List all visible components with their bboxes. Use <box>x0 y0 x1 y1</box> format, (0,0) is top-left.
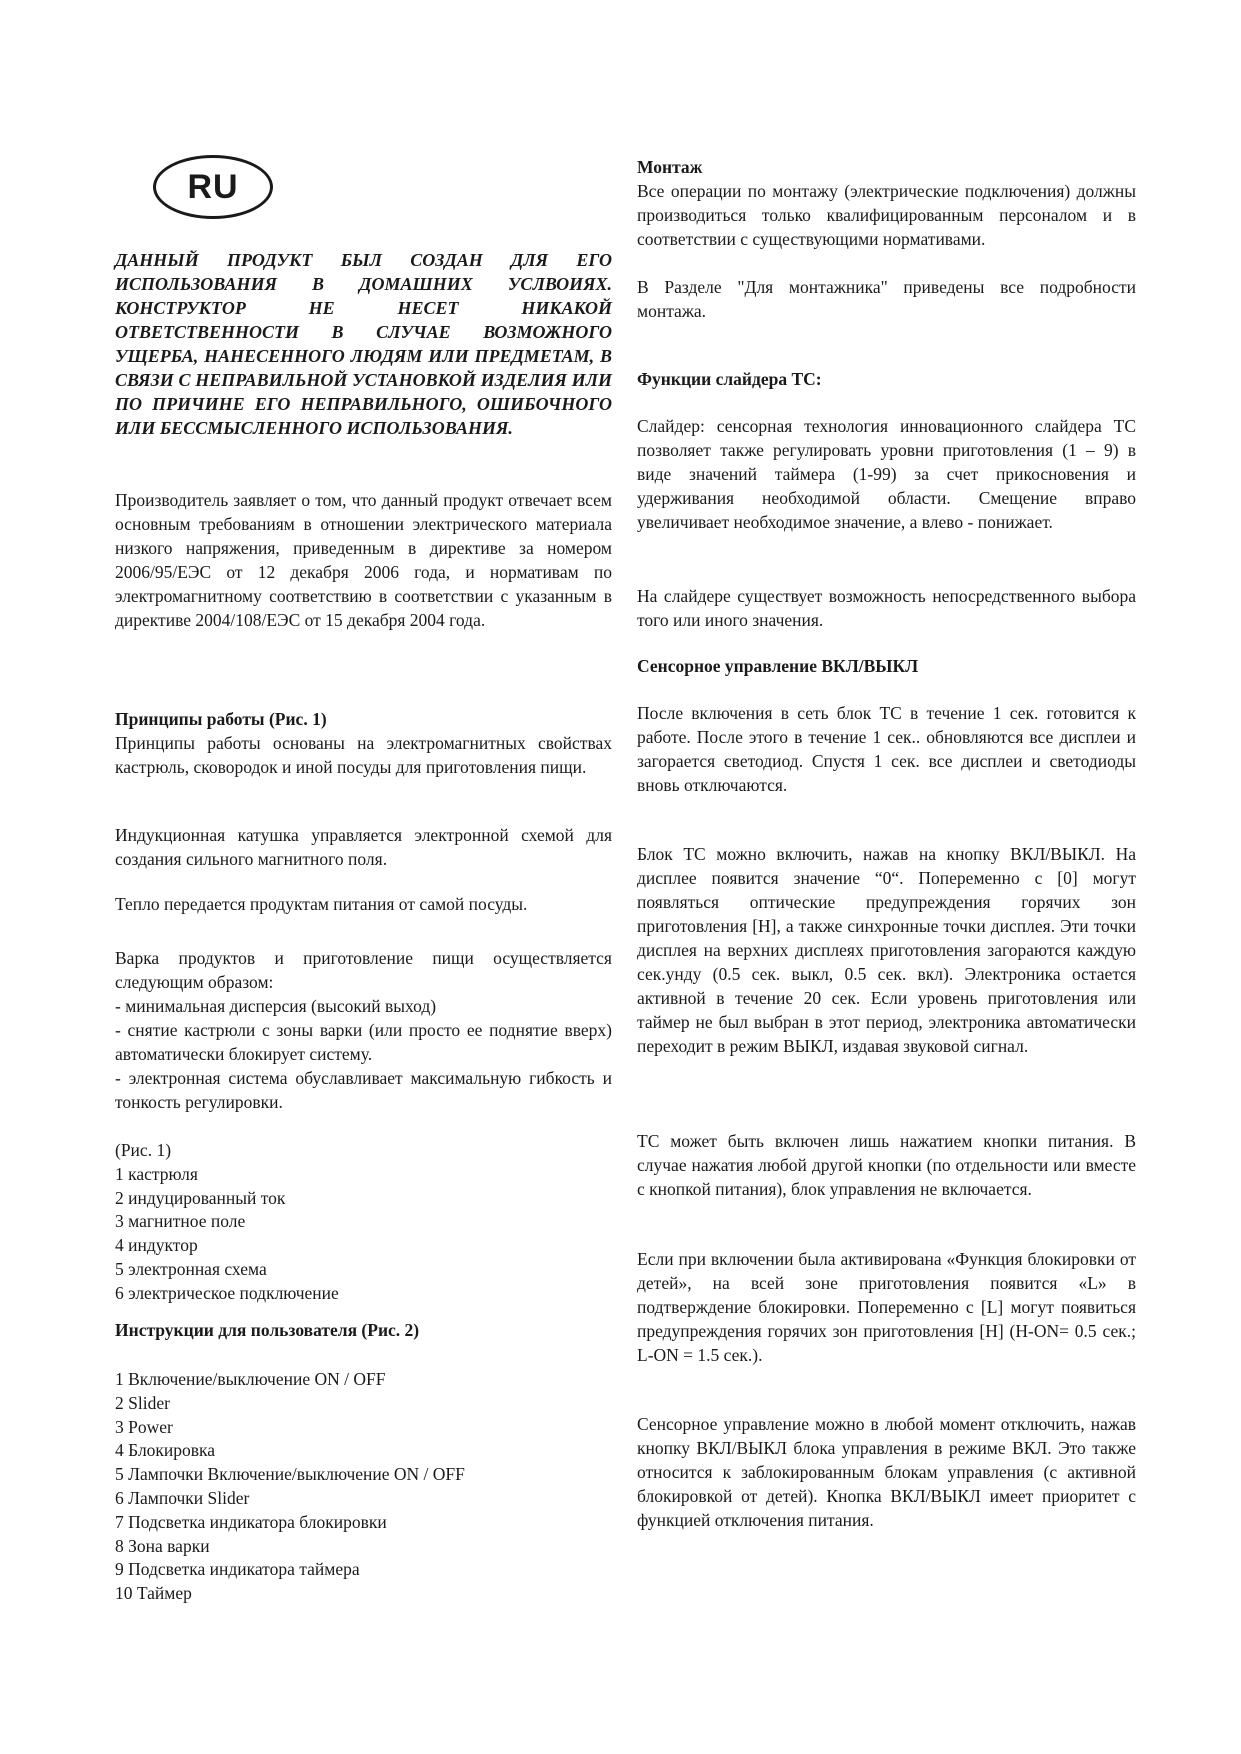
mounting-paragraph-1: Все операции по монтажу (электрические подключения) должны производиться только квалифицированным персоналом и в соответствии с существующими нормативами. <box>637 181 1136 249</box>
list-item: 1 Включение/выключение ON / OFF <box>115 1369 386 1389</box>
slider-paragraph-2: На слайдере существует возможность непосредственного выбора того или иного значения. <box>637 586 1136 630</box>
list-item: 2 индуцированный ток <box>115 1187 286 1208</box>
touch-paragraph-1: После включения в сеть блок TC в течение 1 сек. готовится к работе. После этого в течение 1 сек.. обновляются все дисплеи и загорается светодиод. Спустя 1 сек. все дисплеи и светодиоды вновь отключаются. <box>637 703 1136 795</box>
touch-paragraph-2: Блок TC можно включить, нажав на кнопку ВКЛ/ВЫКЛ. На дисплее появится значение “0“. Попеременно с [0] могут появляться оптические предупреждения горячих зон приготовления [H], а также синхронные точки дисплея. Эти точки дисплея на верхних дисплеях приготовления загораются каждую сек.унду (0.5 сек. выкл, 0.5 сек. вкл). Электроника остается активной в течение 20 сек. Если уровень приготовления или таймер не был выбран в этот период, электроника автоматически переходит в режим ВЫКЛ, издавая звуковой сигнал. <box>637 844 1136 1056</box>
list-item: 4 индуктор <box>115 1235 198 1256</box>
touch-control-heading: Сенсорное управление ВКЛ/ВЫКЛ <box>637 656 919 676</box>
list-item: 3 Power <box>115 1416 173 1437</box>
list-item: (Рис. 1) <box>115 1140 172 1160</box>
list-item: 6 Лампочки Slider <box>115 1487 250 1508</box>
list-item: 5 Лампочки Включение/выключение ON / OFF <box>115 1464 465 1485</box>
principles-bullet-2: - снятие кастрюли с зоны варки (или просто ее поднятие вверх) автоматически блокирует систему. <box>115 1020 612 1064</box>
principles-paragraph-3: Тепло передается продуктам питания от самой посуды. <box>115 894 528 914</box>
principles-bullet-3: - электронная система обуславливает максимальную гибкость и тонкость регулировки. <box>115 1068 612 1112</box>
liability-warning: ДАННЫЙ ПРОДУКТ БЫЛ СОЗДАН ДЛЯ ЕГО ИСПОЛЬЗОВАНИЯ В ДОМАШНИХ УСЛВОИЯХ. КОНСТРУКТОР НЕ НЕСЕТ НИКАКОЙ ОТВЕТСТВЕННОСТИ В СЛУЧАЕ ВОЗМОЖНОГО УЩЕРБА, НАНЕСЕННОГО ЛЮДЯМ ИЛИ ПРЕДМЕТАМ, В СВЯЗИ С НЕПРАВИЛЬНОЙ УСТАНОВКОЙ ИЗДЕЛИЯ ИЛИ ПО ПРИЧИНЕ ЕГО НЕПРАВИЛЬНОГО, ОШИБОЧНОГО ИЛИ БЕССМЫСЛЕННОГО ИСПОЛЬЗОВАНИЯ. <box>115 250 612 438</box>
figure-1-legend <box>115 1139 339 1306</box>
slider-paragraph-1: Слайдер: сенсорная технология инновационного слайдера TC позволяет также регулировать уровни приготовления (1 – 9) в виде значений таймера (1-99) за счет прикосновения и удерживания необходимой области. Смещение вправо увеличивает необходимое значение, а влево - понижает. <box>637 416 1136 532</box>
figure-2-legend <box>115 1368 465 1606</box>
list-item: 9 Подсветка индикатора таймера <box>115 1559 360 1580</box>
principles-bullet-1: - минимальная дисперсия (высокий выход) <box>115 996 437 1016</box>
touch-paragraph-5: Сенсорное управление можно в любой момент отключить, нажав кнопку ВКЛ/ВЫКЛ блока управления в режиме ВКЛ. Это также относится к заблокированным блокам управления (с активной блокировкой от детей). Кнопка ВКЛ/ВЫКЛ имеет приоритет с функцией отключения питания. <box>637 1414 1136 1530</box>
touch-paragraph-3: TC может быть включен лишь нажатием кнопки питания. В случае нажатия любой другой кнопки (по отдельности или вместе с кнопкой питания), блок управления не включается. <box>637 1131 1136 1199</box>
slider-heading: Функции слайдера TC: <box>637 369 822 389</box>
conformity-declaration: Производитель заявляет о том, что данный продукт отвечает всем основным требованиям в отношении электрического материала низкого напряжения, приведенным в директиве за номером 2006/95/ЕЭС от 12 декабря 2006 года, и нормативам по электромагнитному соответствию в соответствии с указанным в директиве 2004/108/ЕЭС от 15 декабря 2004 года. <box>115 490 612 630</box>
list-item: 1 кастрюля <box>115 1163 198 1184</box>
touch-paragraph-4: Если при включении была активирована «Функция блокировки от детей», на всей зоне приготовления появится «L» в подтверждение блокировки. Попеременно с [L] могут появиться предупреждения горячих зон приготовления [H] (H-ON= 0.5 сек.; L-ON = 1.5 сек.). <box>637 1249 1136 1365</box>
list-item: 2 Slider <box>115 1392 170 1413</box>
list-item: 6 электрическое подключение <box>115 1282 339 1303</box>
ru-language-badge: RU <box>153 155 273 219</box>
list-item: 7 Подсветка индикатора блокировки <box>115 1511 387 1532</box>
principles-paragraph-2: Индукционная катушка управляется электронной схемой для создания сильного магнитного поля. <box>115 825 612 869</box>
principles-paragraph-4: Варка продуктов и приготовление пищи осуществляется следующим образом: <box>115 948 612 992</box>
mounting-paragraph-2: В Разделе "Для монтажника" приведены все подробности монтажа. <box>637 277 1136 321</box>
list-item: 4 Блокировка <box>115 1440 216 1461</box>
principles-paragraph-1: Принципы работы основаны на электромагнитных свойствах кастрюль, сковородок и иной посуды для приготовления пищи. <box>115 733 612 777</box>
user-instructions-heading: Инструкции для пользователя (Рис. 2) <box>115 1320 420 1340</box>
mounting-heading: Монтаж <box>637 157 703 177</box>
principles-heading: Принципы работы (Рис. 1) <box>115 709 327 729</box>
list-item: 8 Зона варки <box>115 1535 210 1556</box>
list-item: 10 Таймер <box>115 1583 192 1604</box>
list-item: 5 электронная схема <box>115 1258 267 1279</box>
list-item: 3 магнитное поле <box>115 1211 246 1232</box>
